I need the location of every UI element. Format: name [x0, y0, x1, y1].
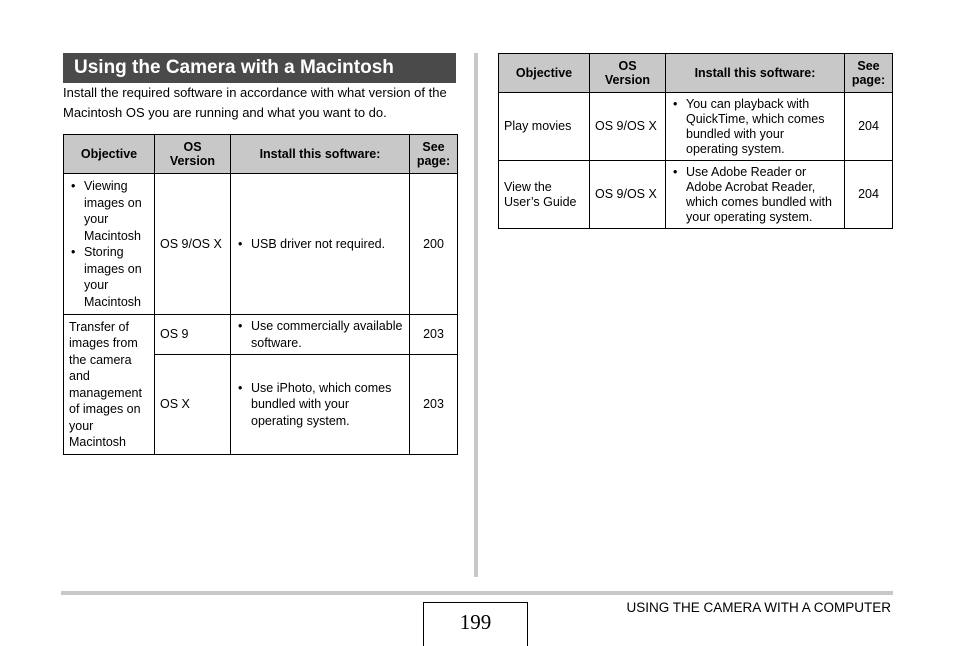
- install-cell: [231, 174, 410, 315]
- header-objective: Objective: [64, 135, 155, 174]
- page-cell: 204: [845, 93, 893, 161]
- header-see-page: See page:: [410, 135, 458, 174]
- objective-cell: Transfer of images from the camera and management of images on your Macintosh: [64, 315, 155, 455]
- install-cell: [231, 315, 410, 355]
- page-cell: 203: [410, 315, 458, 355]
- objective-list: [69, 178, 149, 310]
- footer-rule: [61, 591, 893, 595]
- header-os-version: OS Version: [590, 54, 666, 93]
- list-item: • USB driver not required.: [251, 236, 404, 253]
- objective-cell: View the User’s Guide: [499, 161, 590, 229]
- os-cell: OS 9/OS X: [590, 93, 666, 161]
- software-table-left: [63, 134, 458, 455]
- footer-section-title: USING THE CAMERA WITH A COMPUTER: [626, 600, 891, 615]
- header-see-page: See page:: [845, 54, 893, 93]
- objective-cell: Play movies: [499, 93, 590, 161]
- page-cell: 204: [845, 161, 893, 229]
- table-row: [64, 315, 458, 355]
- install-cell: [666, 161, 845, 229]
- page-cell: 200: [410, 174, 458, 315]
- page-number: 199: [423, 602, 528, 646]
- table-row: [64, 174, 458, 315]
- page-cell: 203: [410, 355, 458, 455]
- intro-paragraph: Install the required software in accordance with what version of the Macintosh OS you are running and what you want to do.: [63, 85, 447, 120]
- section-heading: Using the Camera with a Macintosh: [63, 53, 456, 83]
- os-cell: OS 9/OS X: [590, 161, 666, 229]
- header-os-version: OS Version: [155, 135, 231, 174]
- table-header-row: [64, 135, 458, 174]
- table-row: [499, 93, 893, 161]
- header-install: Install this software:: [231, 135, 410, 174]
- os-cell: OS 9/OS X: [155, 174, 231, 315]
- list-item: • Use Adobe Reader or Adobe Acrobat Reader, which comes bundled with your operating system.: [686, 165, 839, 225]
- list-item: • You can playback with QuickTime, which comes bundled with your operating system.: [686, 97, 839, 157]
- header-objective: Objective: [499, 54, 590, 93]
- objective-cell: [64, 174, 155, 315]
- list-item: • Use commercially available software.: [251, 318, 404, 351]
- software-table-right: [498, 53, 893, 229]
- install-cell: [231, 355, 410, 455]
- header-install: Install this software:: [666, 54, 845, 93]
- column-divider: [474, 53, 478, 577]
- os-cell: OS 9: [155, 315, 231, 355]
- table-header-row: [499, 54, 893, 93]
- install-cell: [666, 93, 845, 161]
- list-item: • Use iPhoto, which comes bundled with your operating system.: [251, 380, 404, 430]
- os-cell: OS X: [155, 355, 231, 455]
- table-row: [499, 161, 893, 229]
- list-item: • Viewing images on your Macintosh: [84, 178, 149, 244]
- list-item: • Storing images on your Macintosh: [84, 244, 149, 310]
